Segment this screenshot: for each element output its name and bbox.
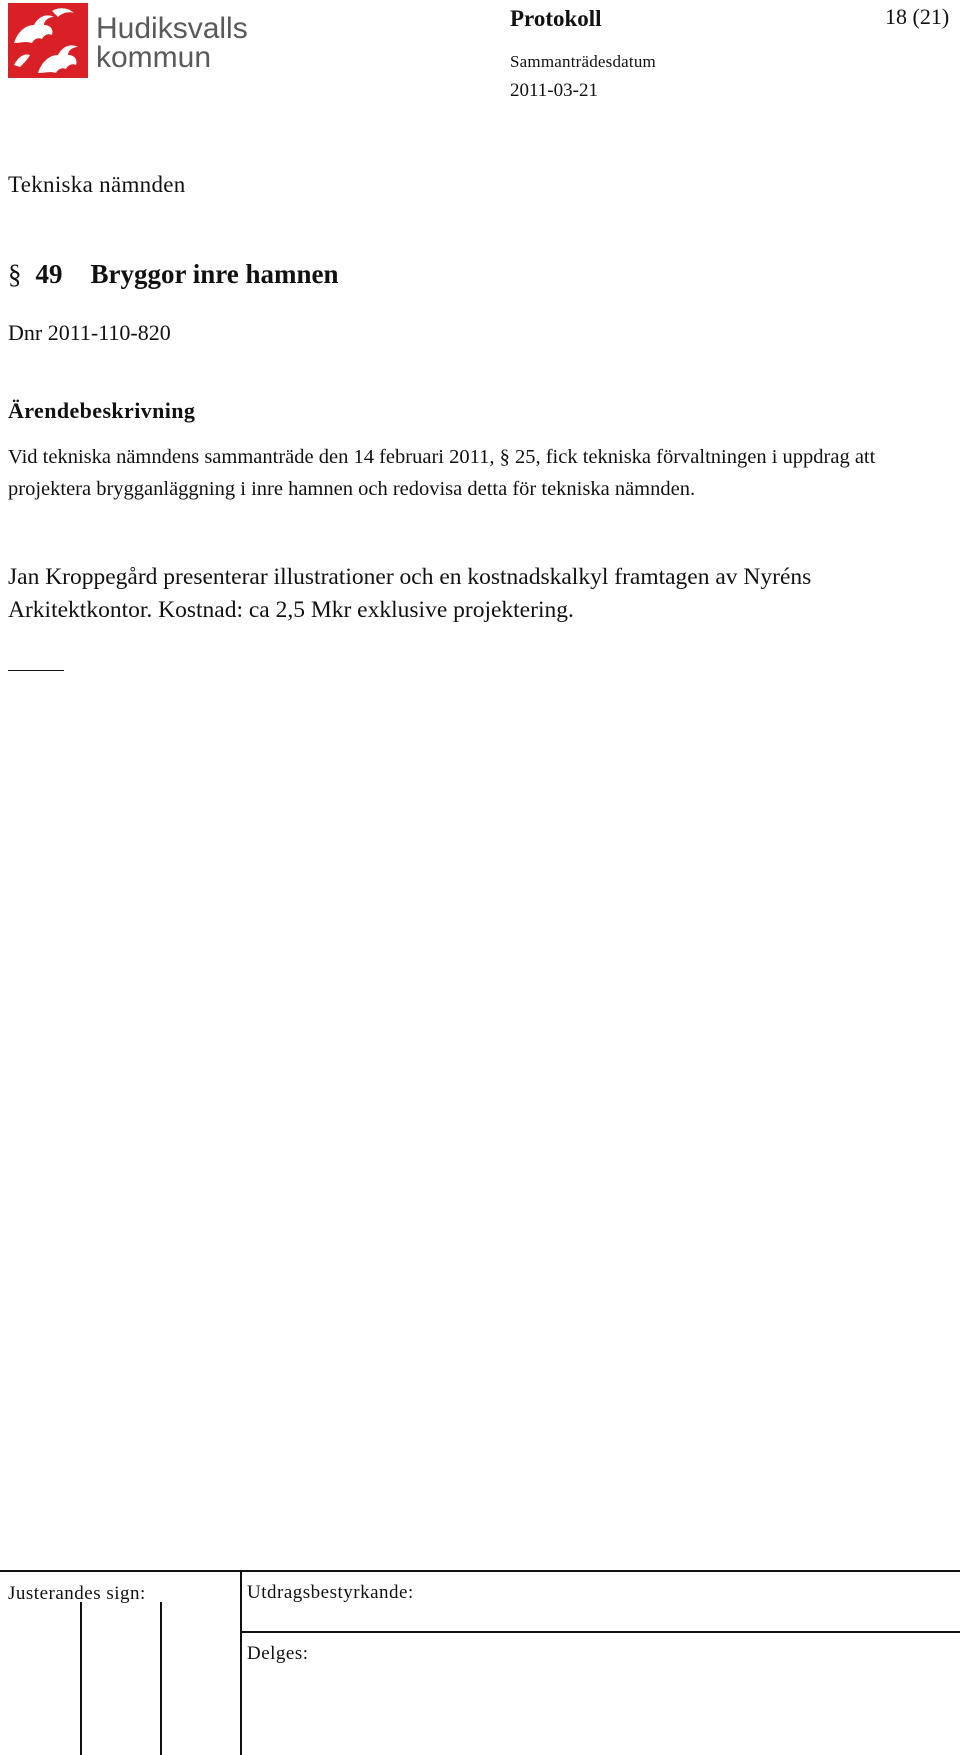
footer-divider [240, 1570, 242, 1755]
logo-line-1: Hudiksvalls [96, 12, 248, 45]
footer-top-rule [0, 1570, 960, 1572]
signature-footer [0, 1570, 960, 1755]
section-heading [8, 259, 339, 290]
section-number: 49 [35, 259, 63, 289]
paragraph-sign: § [8, 259, 22, 289]
meeting-date: 2011-03-21 [510, 80, 598, 101]
logo-wordmark [96, 14, 248, 72]
meeting-date-label: Sammanträdesdatum [510, 52, 656, 71]
justerandes-sign-label: Justerandes sign: [8, 1583, 146, 1604]
body-paragraph-1: Vid tekniska nämndens sammanträde den 14 februari 2011, § 25, fick tekniska förvaltningen i uppdrag att projektera brygganläggning i inre hamnen och redovisa detta för tekniska nämnden. [8, 446, 876, 500]
municipality-logo [8, 0, 248, 82]
goat-emblem-icon [8, 3, 88, 78]
body-paragraph-2: Jan Kroppegård presenterar illustrationer och en kostnadskalkyl framtagen av Nyréns Arkitektkontor. Kostnad: ca 2,5 Mkr exklusive projektering. [8, 564, 812, 623]
utdragsbestyrkande-label: Utdragsbestyrkande: [247, 1582, 414, 1603]
diary-number: Dnr 2011-110-820 [8, 320, 171, 345]
section-title: Bryggor inre hamnen [90, 259, 339, 289]
case-description-heading: Ärendebeskrivning [8, 398, 196, 423]
sign-box-divider-2 [160, 1602, 162, 1755]
logo-line-2: kommun [96, 41, 212, 74]
committee-name: Tekniska nämnden [8, 172, 186, 197]
page-number: 18 (21) [885, 4, 950, 29]
footer-mid-rule [240, 1631, 960, 1633]
sign-box-divider-1 [80, 1602, 82, 1755]
section-end-rule [8, 670, 64, 671]
document-type: Protokoll [510, 6, 602, 31]
delges-label: Delges: [247, 1643, 309, 1664]
